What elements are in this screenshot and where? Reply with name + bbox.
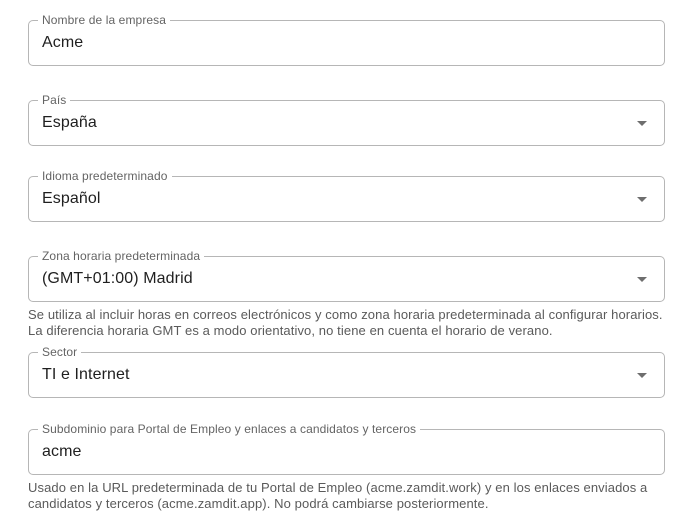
timezone-value: (GMT+01:00) Madrid: [42, 270, 193, 287]
company-name-input[interactable]: [42, 34, 651, 52]
timezone-label: Zona horaria predeterminada: [38, 249, 204, 263]
country-label: País: [38, 93, 70, 107]
chevron-down-icon: [637, 277, 647, 282]
chevron-down-icon: [637, 197, 647, 202]
company-name-label: Nombre de la empresa: [38, 13, 170, 27]
subdomain-field: [28, 422, 665, 511]
country-field: [28, 93, 665, 146]
subdomain-box[interactable]: [28, 422, 665, 475]
country-select[interactable]: [28, 93, 665, 146]
subdomain-label: Subdominio para Portal de Empleo y enlaces a candidatos y terceros: [38, 422, 420, 436]
company-name-box[interactable]: [28, 13, 665, 66]
chevron-down-icon: [637, 373, 647, 378]
subdomain-helper-text: Usado en la URL predeterminada de tu Portal de Empleo (acme.zamdit.work) y en los enlaces enviados a candidatos y terceros (acme.zamdit.app). No podrá cambiarse posteriormente.: [28, 480, 648, 511]
chevron-down-icon: [637, 121, 647, 126]
timezone-helper-text: Se utiliza al incluir horas en correos electrónicos y como zona horaria predeterminada al configurar horarios. La diferencia horaria GMT es a modo orientativo, no tiene en cuenta el horario de verano.: [28, 307, 663, 338]
language-select[interactable]: [28, 169, 665, 222]
language-field: [28, 169, 665, 222]
language-label: Idioma predeterminado: [38, 169, 172, 183]
country-value: España: [42, 114, 97, 131]
sector-value: TI e Internet: [42, 366, 130, 383]
timezone-field: [28, 249, 665, 338]
language-value: Español: [42, 190, 101, 207]
company-name-field: [28, 13, 665, 66]
subdomain-input[interactable]: [42, 443, 651, 461]
sector-select[interactable]: [28, 345, 665, 398]
sector-label: Sector: [38, 345, 81, 359]
timezone-select[interactable]: [28, 249, 665, 302]
sector-field: [28, 345, 665, 398]
